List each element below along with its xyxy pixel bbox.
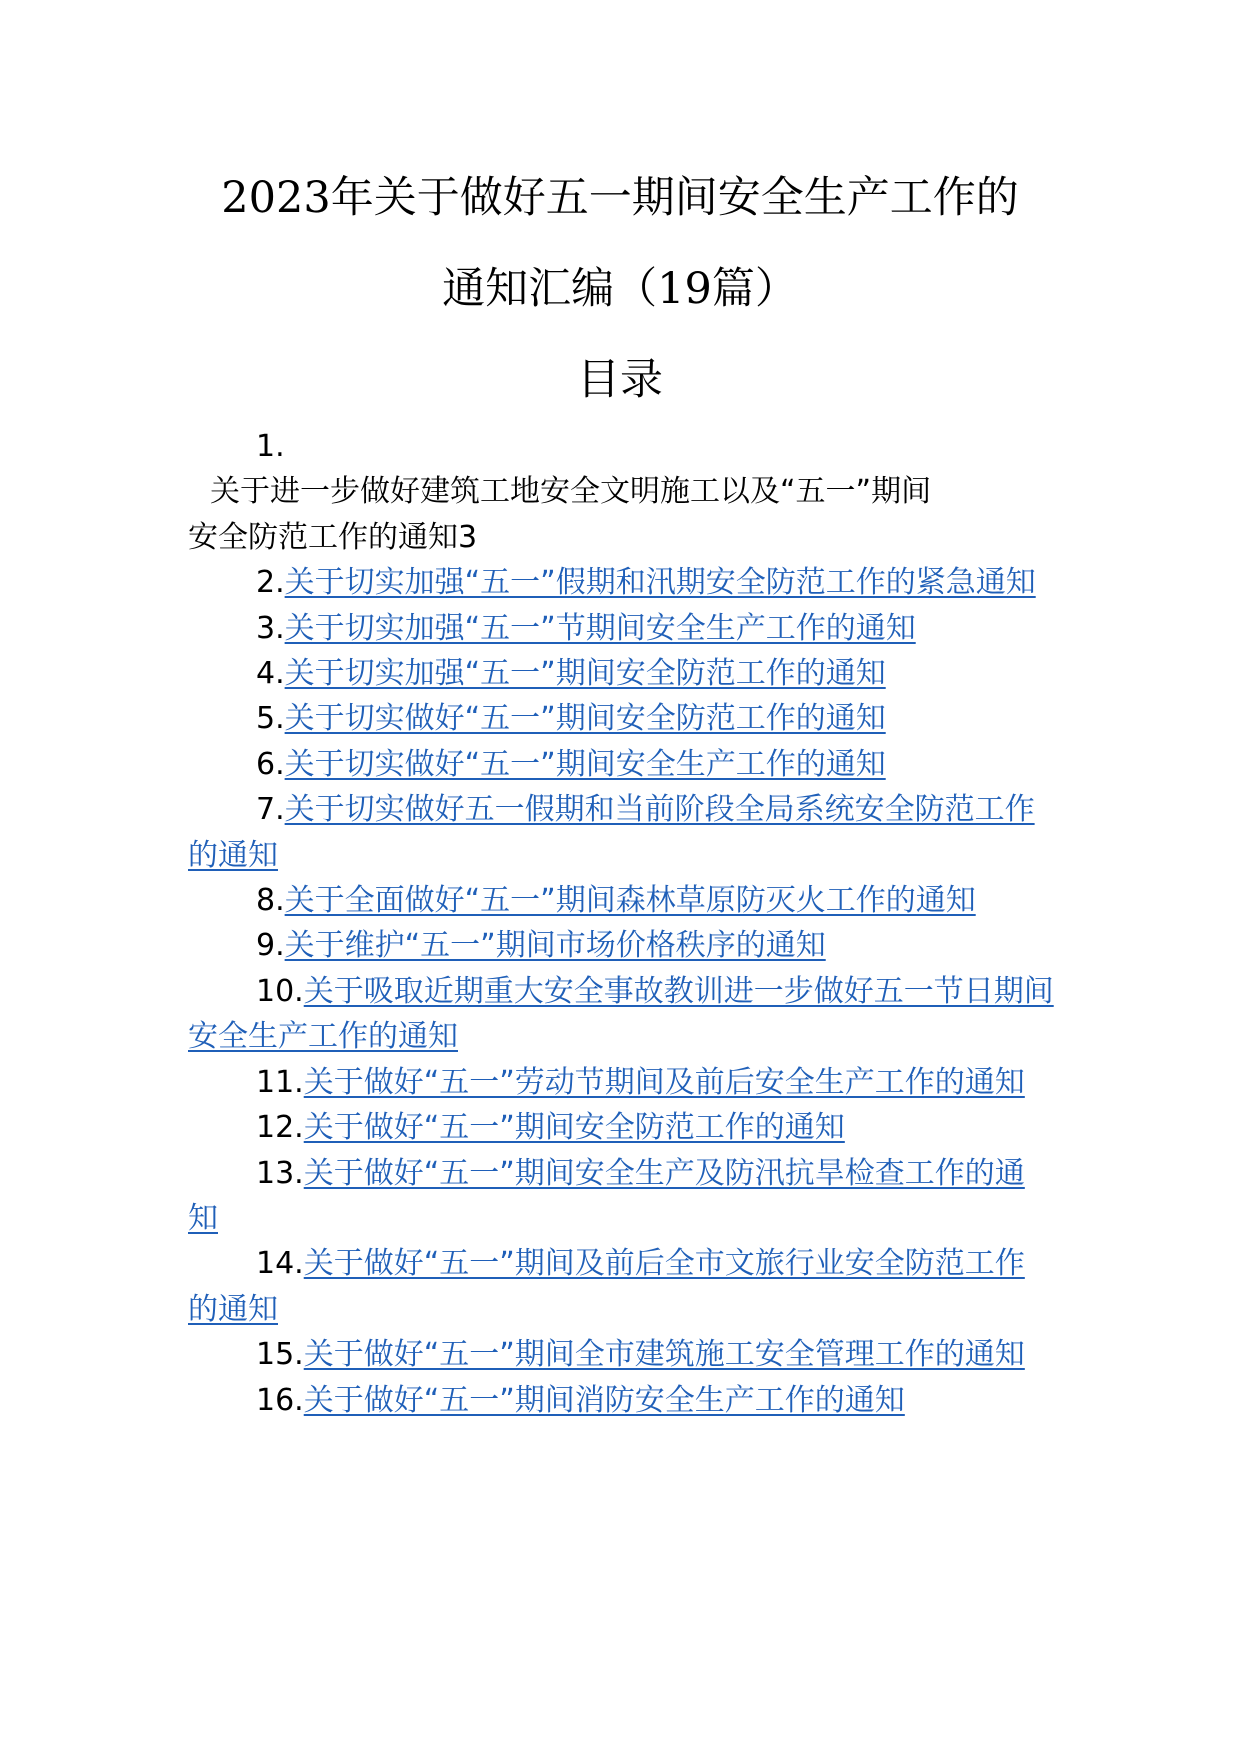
toc-entry-3 [188,606,1054,651]
toc-entry-link[interactable]: 关于做好“五一”期间全市建筑施工安全管理工作的通知 [303,1337,1025,1373]
toc-entry-5 [188,696,1054,741]
toc-entry-link[interactable]: 关于做好“五一”劳动节期间及前后安全生产工作的通知 [303,1064,1025,1100]
toc-entry-9 [188,923,1054,968]
toc-entry-number: 15. [256,1337,304,1373]
document-title-line-2 [0,264,1240,314]
toc-entry-link[interactable]: 关于切实做好“五一”期间安全生产工作的通知 [284,746,886,782]
toc-entry-link[interactable]: 关于全面做好“五一”期间森林草原防灭火工作的通知 [284,883,976,919]
toc-entry-link[interactable]: 关于切实加强“五一”期间安全防范工作的通知 [284,656,886,692]
toc-entry-2 [188,560,1054,605]
toc-entry-number: 3. [256,610,285,646]
table-of-contents [188,424,1054,1423]
toc-entry-13 [188,1151,1054,1242]
toc-entry-link[interactable]: 关于维护“五一”期间市场价格秩序的通知 [284,928,826,964]
title-text-2-pre: 通知汇编（ [442,264,658,314]
toc-entry-number: 2. [256,565,285,601]
toc-entry-link[interactable]: 关于切实加强“五一”假期和汛期安全防范工作的紧急通知 [284,565,1036,601]
title-year: 2023 [221,173,331,223]
toc-entry-1-title-part2: 安全防范工作的通知 [188,519,458,555]
toc-entry-link[interactable]: 关于做好“五一”期间及前后全市文旅行业安全防范工作的通知 [188,1246,1025,1327]
document-title-line-1 [0,173,1240,223]
toc-entry-number: 14. [256,1246,304,1282]
toc-entry-number: 7. [256,792,285,828]
toc-entry-1-title: 关于进一步做好建筑工地安全文明施工以及“五一”期间 [210,474,932,510]
toc-entry-link[interactable]: 关于切实加强“五一”节期间安全生产工作的通知 [284,610,916,646]
toc-entry-1-page: 3 [458,519,478,555]
toc-entry-1-number: 1. [256,429,285,464]
toc-entry-number: 16. [256,1382,304,1418]
toc-entry-number: 8. [256,883,285,919]
title-text-2-post: 篇） [711,264,798,314]
toc-entry-7 [188,787,1054,878]
title-text-1: 年关于做好五一期间安全生产工作的 [330,173,1019,223]
toc-entry-link[interactable]: 关于吸取近期重大安全事故教训进一步做好五一节日期间安全生产工作的通知 [188,973,1054,1055]
toc-entry-1-title-continued [188,515,1054,560]
toc-entry-number: 13. [256,1155,304,1191]
toc-entry-link[interactable]: 关于做好“五一”期间安全生产及防汛抗旱检查工作的通知 [188,1155,1025,1236]
title-count: 19 [657,264,712,314]
toc-entry-1 [188,424,1054,560]
toc-entry-number: 11. [256,1064,304,1100]
toc-entry-10 [188,969,1054,1060]
toc-entry-number: 10. [256,973,304,1009]
toc-entry-link[interactable]: 关于切实做好“五一”期间安全防范工作的通知 [284,701,886,737]
toc-entry-14 [188,1241,1054,1332]
toc-entry-link[interactable]: 关于切实做好五一假期和当前阶段全局系统安全防范工作的通知 [188,792,1035,873]
toc-entry-number: 4. [256,656,285,692]
toc-entry-4 [188,651,1054,696]
toc-heading: 目录 [577,355,663,405]
toc-entry-number: 9. [256,928,285,964]
toc-entry-link[interactable]: 关于做好“五一”期间安全防范工作的通知 [303,1110,845,1146]
toc-entry-link[interactable]: 关于做好“五一”期间消防安全生产工作的通知 [303,1382,905,1418]
toc-entry-11 [188,1060,1054,1105]
toc-entry-number: 6. [256,746,285,782]
toc-entry-8 [188,878,1054,923]
toc-entry-12 [188,1105,1054,1150]
toc-entry-6 [188,742,1054,787]
toc-entry-number: 12. [256,1110,304,1146]
toc-entry-number: 5. [256,701,285,737]
toc-entry-15 [188,1332,1054,1377]
toc-entry-16 [188,1378,1054,1423]
